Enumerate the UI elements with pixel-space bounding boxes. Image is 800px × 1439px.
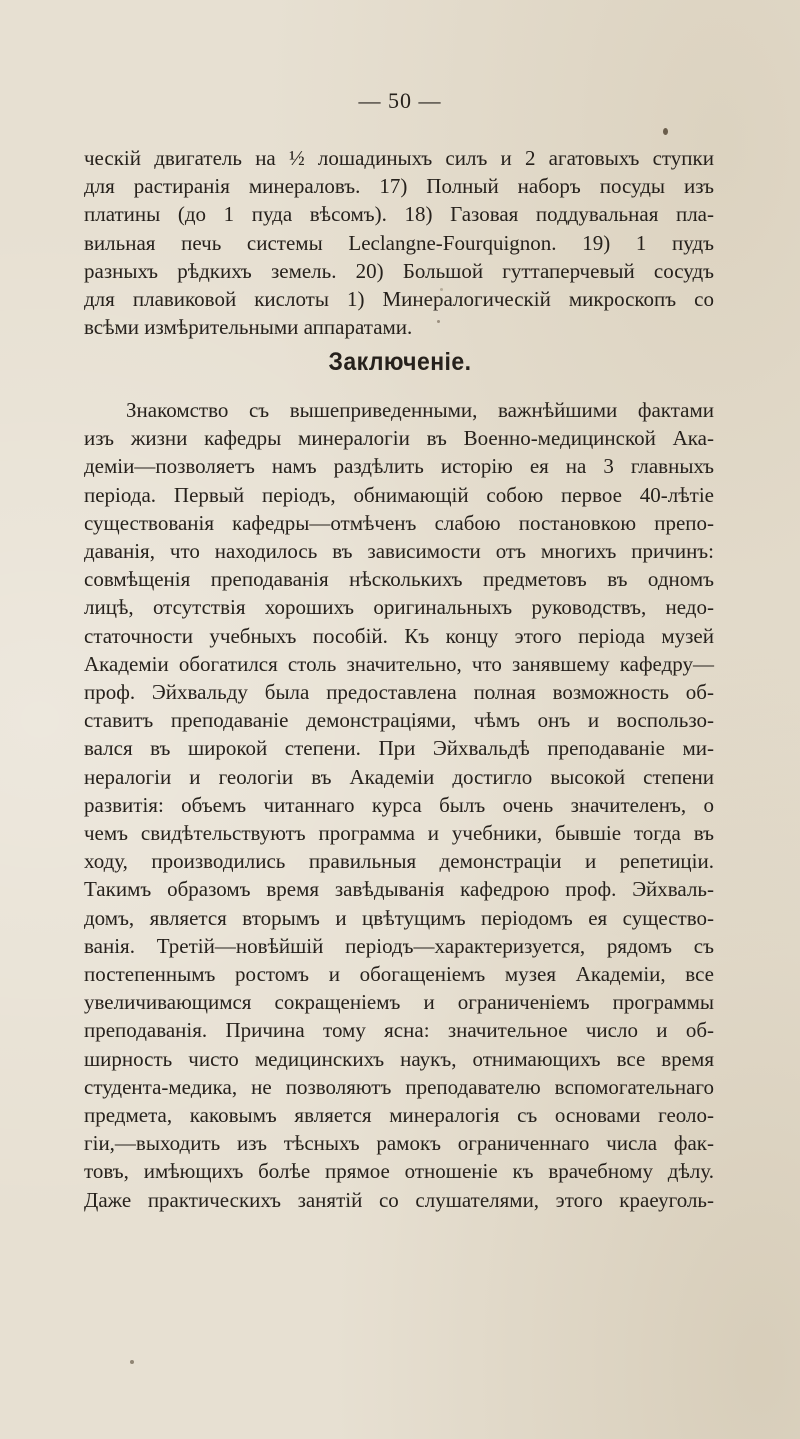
text-line: Даже практическихъ занятій со слушателями, этого краеуголь- [84,1187,714,1212]
text-line: статочности учебныхъ пособій. Къ концу этого періода музей [84,623,714,648]
text-line: ванія. Третій—новѣйшій періодъ—характеризуется, рядомъ съ [84,933,714,958]
text-line: нералогіи и геологіи въ Академіи достигло высокой степени [84,764,714,789]
text-line: домъ, является вторымъ и цвѣтущимъ періодомъ ея существо- [84,905,714,930]
text-line: для плавиковой кислоты 1) Минералогическій микроскопъ со [84,287,714,312]
text-line: для растиранія минераловъ. 17) Полный наборъ посуды изъ [84,174,714,199]
text-line: увеличивающимся сокращеніемъ и ограниченіемъ программы [84,990,714,1015]
text-line: ставитъ преподаваніе демонстраціями, чѣмъ онъ и воспользо- [84,708,714,733]
text-line: Такимъ образомъ время завѣдыванія кафедрою проф. Эйхваль- [84,877,714,902]
conclusion-paragraph [84,396,714,1214]
text-line: изъ жизни кафедры минералогіи въ Военно-медицинской Ака- [84,426,714,451]
text-line: ходу, производились правильныя демонстраціи и репетиціи. [84,849,714,874]
text-line: лицѣ, отсутствія хорошихъ оригинальныхъ руководствъ, недо- [84,595,714,620]
text-line: гіи,—выходить изъ тѣсныхъ рамокъ ограниченнаго числа фак- [84,1131,714,1156]
text-line: Знакомство съ вышеприведенными, важнѣйшими фактами [126,398,714,422]
text-line: проф. Эйхвальду была предоставлена полная возможность об- [84,680,714,705]
text-line: развитія: объемъ читаннаго курса былъ очень значителенъ, о [84,792,714,817]
section-heading: Заключеніе. [328,348,472,376]
intro-paragraph [84,144,714,341]
paper-speck [437,320,440,323]
paper-speck [440,288,443,291]
paper-speck [663,128,668,135]
page-number: — 50 — [358,88,442,113]
text-line: ширность чисто медицинскихъ наукъ, отнимающихъ все время [84,1046,714,1071]
text-line: разныхъ рѣдкихъ земель. 20) Большой гуттаперчевый сосудъ [84,258,714,283]
text-line: платины (до 1 пуда вѣсомъ). 18) Газовая поддувальная пла- [84,202,714,227]
text-line: вался въ широкой степени. При Эйхвальдѣ преподаваніе ми- [84,736,714,761]
text-line: періода. Первый періодъ, обнимающій собою первое 40-лѣтіе [84,482,714,507]
text-line: деміи—позволяетъ намъ раздѣлить исторію ея на 3 главныхъ [84,454,714,479]
text-line: преподаванія. Причина тому ясна: значительное число и об- [84,1018,714,1043]
text-line: ческій двигатель на ½ лошадиныхъ силъ и 2 агатовыхъ ступки [84,146,714,170]
text-line: всѣми измѣрительными аппаратами. [84,315,413,340]
text-line: даванія, что находилось въ зависимости отъ многихъ причинъ: [84,539,714,564]
paper-speck [130,1360,134,1364]
text-line: предмета, каковымъ является минералогія съ основами геоло- [84,1103,714,1128]
text-line: постепеннымъ ростомъ и обогащеніемъ музея Академіи, все [84,962,714,987]
text-line: существованія кафедры—отмѣченъ слабою постановкою препо- [84,510,714,535]
text-line: студента-медика, не позволяютъ преподавателю вспомогательнаго [84,1074,714,1099]
text-line: вильная печь системы Leclangne-Fourquignon. 19) 1 пудъ [84,230,714,255]
text-line: товъ, имѣющихъ болѣе прямое отношеніе къ врачебному дѣлу. [84,1159,714,1184]
text-line: совмѣщенія преподаванія нѣсколькихъ предметовъ въ одномъ [84,567,714,592]
text-line: Академіи обогатился столь значительно, что занявшему кафедру— [84,651,714,676]
text-line: чемъ свидѣтельствуютъ программа и учебники, бывшіе тогда въ [84,821,714,846]
